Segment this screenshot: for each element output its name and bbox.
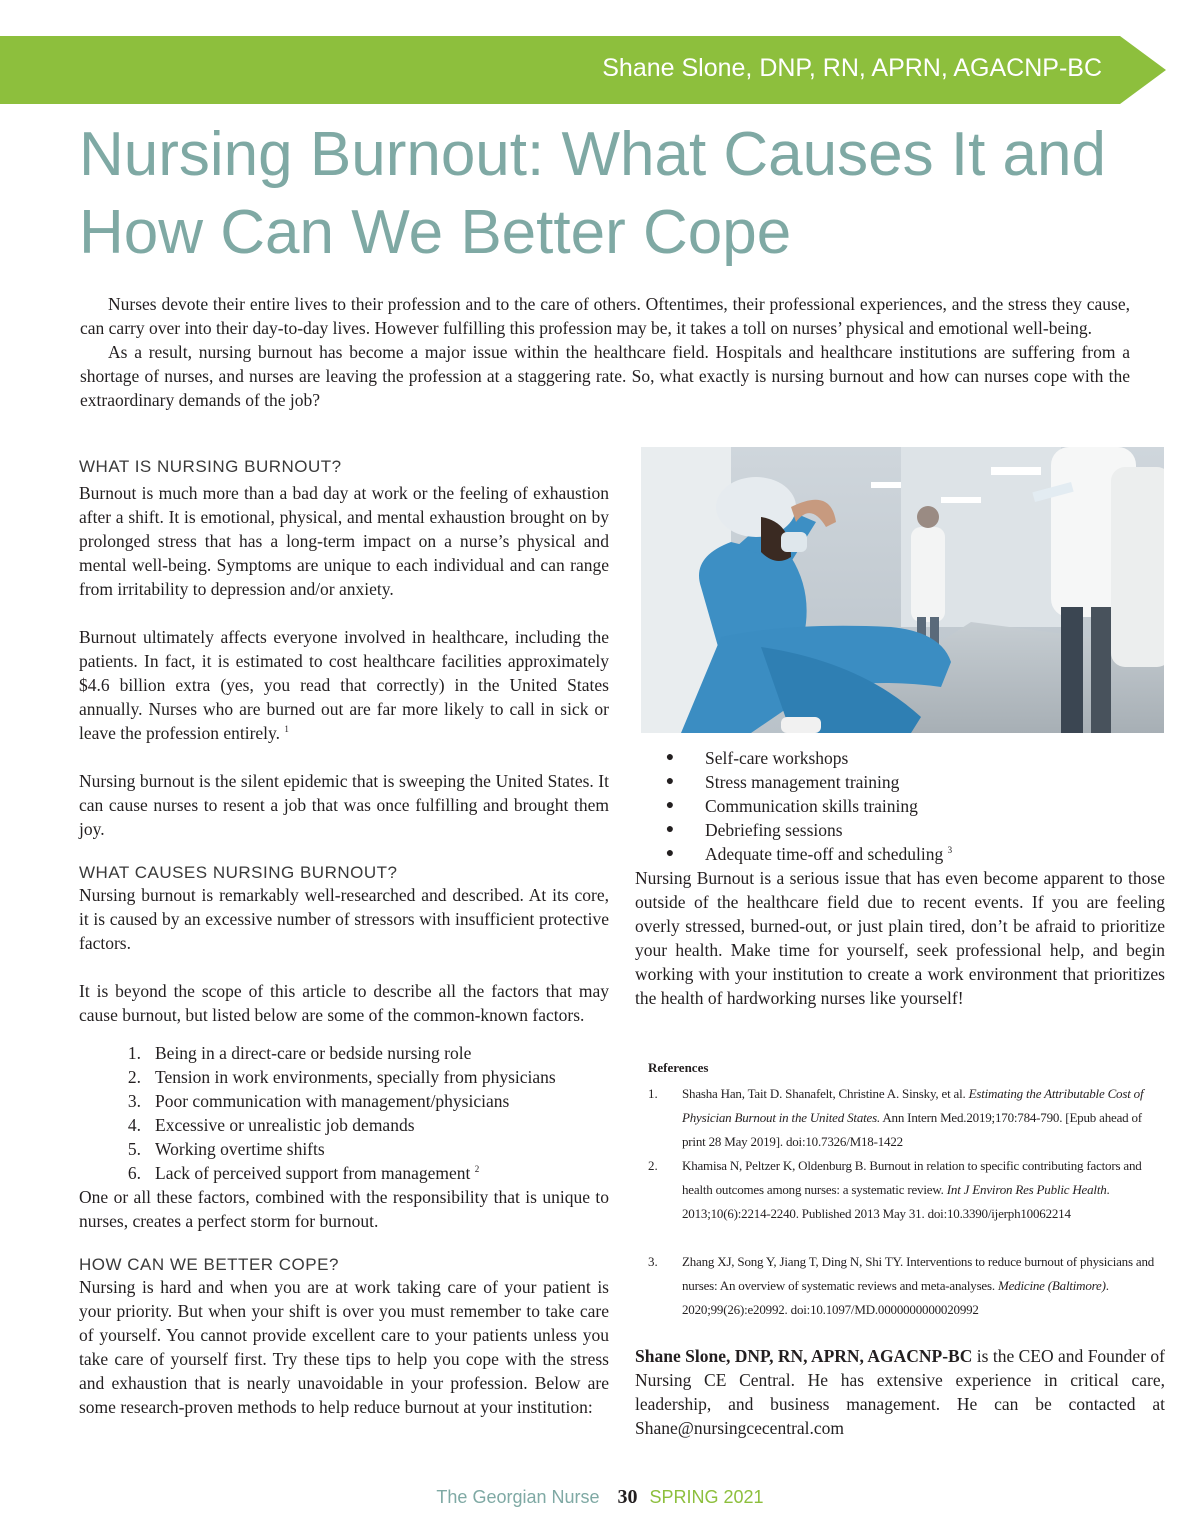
list-item — [79, 1113, 609, 1137]
list-item-text: Self-care workshops — [705, 748, 849, 768]
reference-authors: Khamisa N, Peltzer K, Oldenburg B. Burnout in relation to specific contributing factors and health outcomes among nurses: a systematic review. — [682, 1158, 1142, 1197]
reference-details: . 2020;99(26):e20992. doi:10.1097/MD.0000000000020992 — [682, 1278, 1109, 1317]
reference-authors: Shasha Han, Tait D. Shanafelt, Christine A. Sinsky, et al. — [682, 1086, 969, 1101]
list-item-text: Poor communication with management/physicians — [155, 1091, 510, 1111]
list-item-text: Tension in work environments, specially from physicians — [155, 1067, 556, 1087]
list-item-number: 4. — [127, 1115, 141, 1135]
reference-item — [648, 1250, 1158, 1322]
section-heading-cope: HOW CAN WE BETTER COPE? — [79, 1255, 339, 1274]
reference-text — [682, 1154, 1158, 1226]
reference-details: . 2013;10(6):2214-2240. Published 2013 May 31. doi:10.3390/ijerph10062214 — [682, 1182, 1110, 1221]
list-item — [79, 1041, 609, 1065]
banner-author: Shane Slone, DNP, RN, APRN, AGACNP-BC — [602, 54, 1102, 82]
reference-journal: Medicine (Baltimore) — [997, 1278, 1106, 1293]
bio-text: is the CEO and Founder of Nursing CE Central. He has extensive experience in critical care, leadership, and business management. He can be contacted at Shane@nursingcecentral.com — [635, 1346, 1166, 1438]
list-item-number: 1. — [127, 1043, 141, 1063]
reference-number: 1. — [648, 1086, 658, 1101]
references-heading: References — [648, 1060, 709, 1075]
section-heading-causes: WHAT CAUSES NURSING BURNOUT? — [79, 863, 398, 882]
list-item-text: Being in a direct-care or bedside nursing role — [155, 1043, 472, 1063]
section1-paragraph-1: Burnout is much more than a bad day at work or the feeling of exhaustion after a shift. It is emotional, physical, and mental exhaustion brought on by prolonged stress that has a long-term impact on a nurse’s physical and mental well-being. Symptoms are unique to each individual and can range from irritability to depression and/or anxiety. — [79, 483, 609, 599]
reference-title: Estimating the Attributable Cost of Physician Burnout in the United States. — [682, 1086, 1144, 1125]
list-item-number: 2. — [127, 1067, 141, 1087]
conclusion-paragraph: Nursing Burnout is a serious issue that has even become apparent to those outside of the healthcare field due to recent events. If you are feeling overly stressed, burned-out, or just plain tired, don’t be afraid to prioritize your health. Make time for yourself, seek professional help, and begin working with your institution to create a work environment that prioritizes the health of hardworking nurses like yourself! — [635, 868, 1165, 1008]
list-item-number: 6. — [127, 1163, 141, 1183]
reference-item — [648, 1082, 1158, 1154]
list-item-number: 3. — [127, 1091, 141, 1111]
list-item-text-content: Lack of perceived support from management — [155, 1163, 471, 1183]
footer-issue: SPRING 2021 — [649, 1487, 764, 1507]
list-item-text: Communication skills training — [705, 796, 918, 816]
list-item-text: Working overtime shifts — [155, 1139, 325, 1159]
list-item — [635, 842, 1165, 866]
section3-paragraph-1: Nursing is hard and when you are at work taking care of your patient is your priority. But when your shift is over you must remember to take care of yourself. You cannot provide excellent care to your patients unless you take care of yourself first. Try these tips to help you cope with the stress and exhaustion that is nearly unavoidable in your profession. Below are some research-proven methods to help reduce burnout at your institution: — [79, 1277, 609, 1417]
reference-text — [682, 1250, 1158, 1322]
list-item — [635, 770, 1165, 794]
list-item-text-content: Adequate time-off and scheduling — [705, 844, 944, 864]
list-item — [635, 794, 1165, 818]
bullet-icon: ● — [665, 750, 675, 765]
list-item-text — [705, 842, 952, 866]
article-title — [79, 116, 1169, 272]
list-item — [79, 1137, 609, 1161]
section2-paragraph-2: It is beyond the scope of this article to describe all the factors that may cause burnout, but listed below are some of the common-known factors. — [79, 981, 609, 1025]
intro-paragraph-2: As a result, nursing burnout has become a major issue within the healthcare field. Hospitals and healthcare institutions are suffering from a shortage of nurses, and nurses are leaving the profession at a staggering rate. So, what exactly is nursing burnout and how can nurses cope with the extraordinary demands of the job? — [80, 342, 1130, 410]
bullet-icon: ● — [665, 774, 675, 789]
right-column — [635, 746, 1165, 1010]
footnote-ref-3[interactable]: 3 — [947, 845, 953, 856]
footer-page-number: 30 — [617, 1486, 638, 1508]
list-item — [635, 746, 1165, 770]
list-item — [79, 1161, 609, 1185]
intro — [80, 292, 1130, 412]
left-column — [79, 457, 609, 1419]
list-item — [635, 818, 1165, 842]
bullet-icon: ● — [665, 822, 675, 837]
bio-author-name: Shane Slone, DNP, RN, APRN, AGACNP-BC — [635, 1346, 973, 1366]
reference-authors: Zhang XJ, Song Y, Jiang T, Ding N, Shi TY. Interventions to reduce burnout of physicians and nurses: An overview of systematic reviews and meta-analyses. — [682, 1254, 1155, 1293]
list-item-text: Debriefing sessions — [705, 820, 843, 840]
section-heading-what-is: WHAT IS NURSING BURNOUT? — [79, 457, 342, 476]
list-item — [79, 1065, 609, 1089]
bullet-icon: ● — [665, 846, 675, 861]
banner-arrow — [1120, 36, 1166, 104]
section1-paragraph-2-text: Burnout ultimately affects everyone involved in healthcare, including the patients. In fact, it is estimated to cost healthcare facilities approximately $4.6 billion extra (yes, you read that correctly) in the United States annually. Nurses who are burned out are far more likely to call in sick or leave the profession entirely. — [79, 627, 609, 743]
list-item-text — [155, 1161, 479, 1185]
reference-journal: Int J Environ Res Public Health — [946, 1182, 1107, 1197]
author-bio — [635, 1344, 1165, 1440]
methods-list — [635, 746, 1165, 866]
footnote-ref-2[interactable]: 2 — [474, 1164, 480, 1175]
title-line-2: How Can We Better Cope — [79, 198, 792, 267]
photo-exhausted-nurse — [641, 447, 1164, 733]
factors-list — [79, 1041, 609, 1185]
reference-details: Ann Intern Med.2019;170:784-790. [Epub ahead of print 28 May 2019]. doi:10.7326/M18-1422 — [682, 1110, 1142, 1149]
footnote-ref-1[interactable]: 1 — [284, 724, 289, 735]
reference-number: 3. — [648, 1254, 658, 1269]
reference-text — [682, 1082, 1158, 1154]
intro-paragraph-1: Nurses devote their entire lives to their profession and to the care of others. Oftentimes, their professional experiences, and the stress they cause, can carry over into their day-to-day lives. However fulfilling this profession may be, it takes a toll on nurses’ physical and emotional well-being. — [80, 294, 1130, 338]
section1-paragraph-2 — [79, 625, 609, 745]
list-item-text: Stress management training — [705, 772, 900, 792]
section2-paragraph-1: Nursing burnout is remarkably well-researched and described. At its core, it is caused by an excessive number of stressors with insufficient protective factors. — [79, 885, 609, 953]
section2-paragraph-3: One or all these factors, combined with the responsibility that is unique to nurses, creates a perfect storm for burnout. — [79, 1187, 609, 1231]
list-item-number: 5. — [127, 1139, 141, 1159]
photo-illustration — [641, 447, 1164, 733]
page-footer — [0, 1486, 1200, 1509]
title-line-1: Nursing Burnout: What Causes It and — [79, 120, 1106, 189]
list-item-text: Excessive or unrealistic job demands — [155, 1115, 415, 1135]
reference-number: 2. — [648, 1158, 658, 1173]
section1-paragraph-3: Nursing burnout is the silent epidemic that is sweeping the United States. It can cause nurses to resent a job that was once fulfilling and brought them joy. — [79, 771, 609, 839]
footer-publication: The Georgian Nurse — [436, 1487, 600, 1507]
reference-item — [648, 1154, 1158, 1226]
bullet-icon: ● — [665, 798, 675, 813]
list-item — [79, 1089, 609, 1113]
